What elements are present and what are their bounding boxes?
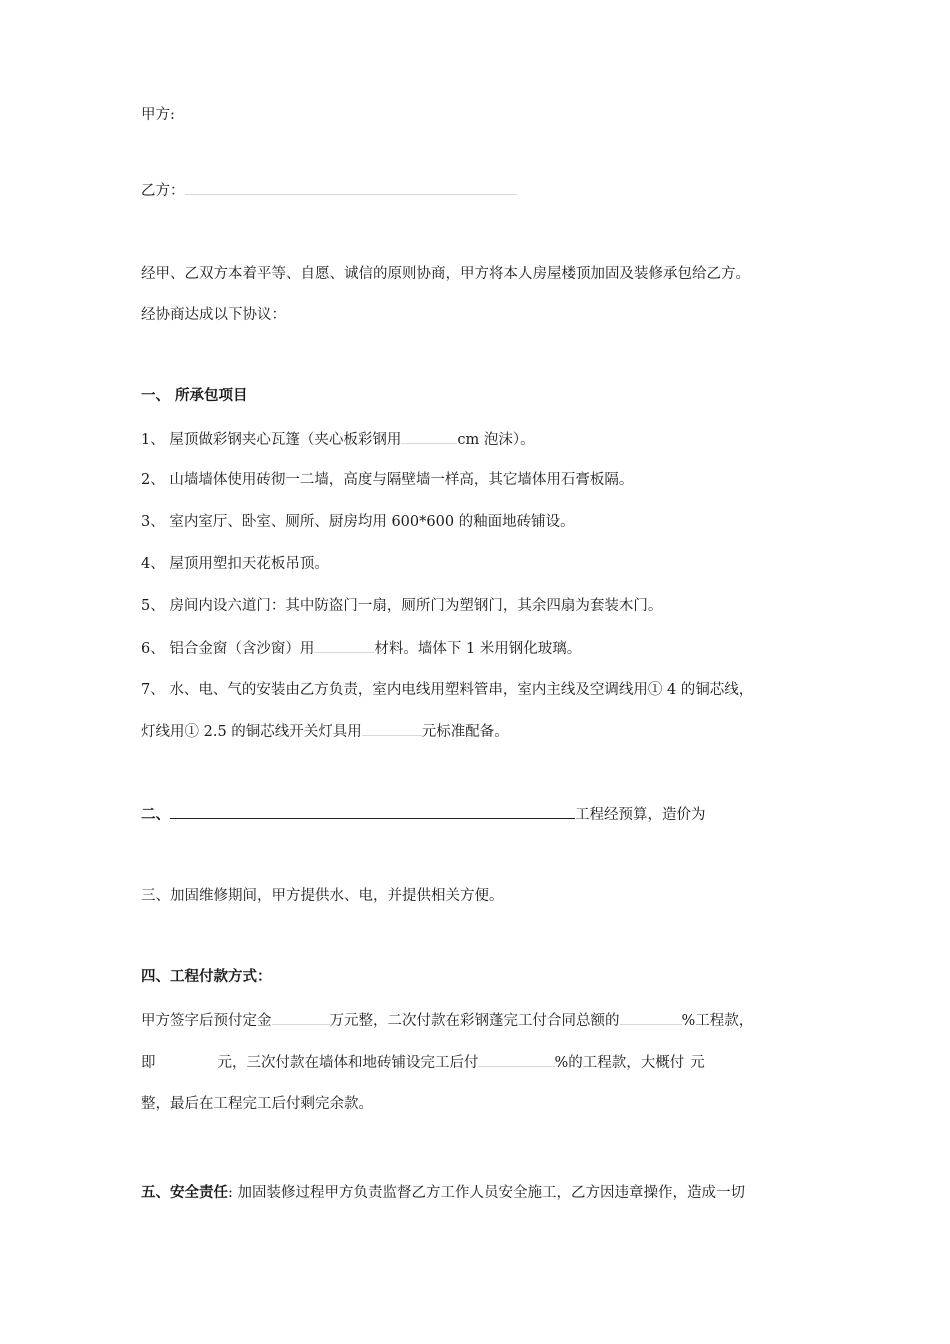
section5-text: : 加固装修过程甲方负责监督乙方工作人员安全施工，乙方因违章操作，造成一切 [228, 1185, 745, 1201]
section1-item-3: 3、 室内室厅、卧室、厕所、厨房均用 600*600 的釉面地砖铺设。 [141, 514, 575, 530]
fixture-price-blank [362, 721, 422, 736]
section4-line-1: 甲方签字后预付定金 万元整，二次付款在彩钢蓬完工付合同总额的 %工程款， [141, 1010, 753, 1031]
section4-line-2: 即 元，三次付款在墙体和地砖铺设完工后付 %的工程款，大概付 元 [141, 1052, 705, 1073]
deposit-blank [272, 1010, 330, 1025]
third-payment-percent-blank [479, 1052, 555, 1067]
party-b-blank [185, 180, 517, 195]
party-b-line [141, 180, 517, 201]
section1-heading: 一、 所承包项目 [141, 387, 248, 404]
section1-item-4: 4、 屋顶用塑扣天花板吊顶。 [141, 556, 329, 572]
party-b-label: 乙方： [141, 183, 185, 199]
intro-line-2: 经协商达成以下协议： [141, 307, 286, 323]
section4-heading: 四、工程付款方式： [141, 968, 272, 985]
section4-line-3: 整，最后在工程完工后付剩完余款。 [141, 1096, 373, 1112]
section2-line [141, 804, 706, 825]
section1-item-7-line-1: 7、 水、电、气的安装由乙方负责，室内电线用塑料管串，室内主线及空调线用① 4 的铜芯线， [141, 682, 754, 698]
window-material-blank [314, 638, 374, 653]
section1-item-6: 6、 铝合金窗（含沙窗）用 材料。墙体下 1 米用钢化玻璃。 [141, 638, 581, 659]
second-payment-percent-blank [620, 1010, 682, 1025]
section5-heading: 五、安全责任 [141, 1184, 228, 1201]
section3-line: 三、加固维修期间，甲方提供水、电，并提供相关方便。 [141, 888, 504, 904]
party-a-line [141, 105, 175, 125]
foam-thickness-blank [401, 429, 457, 444]
section1-item-2: 2、 山墙墙体使用砖彻一二墙，高度与隔壁墙一样高，其它墙体用石膏板隔。 [141, 472, 634, 488]
section1-item-1: 1、 屋顶做彩钢夹心瓦篷（夹心板彩钢用 cm 泡沫）。 [141, 429, 535, 450]
section1-item-7-line-2: 灯线用① 2.5 的铜芯线开关灯具用 元标准配备。 [141, 721, 509, 742]
section2-text: 工程经预算，造价为 [575, 807, 706, 823]
section1-item-5: 5、 房间内设六道门：其中防盗门一扇，厕所门为塑钢门，其余四扇为套装木门。 [141, 598, 663, 614]
party-a-label: 甲方: [141, 107, 175, 123]
project-name-blank [170, 804, 575, 819]
intro-line-1: 经甲、乙双方本着平等、自愿、诚信的原则协商，甲方将本人房屋楼顶加固及装修承包给乙方。 [141, 266, 750, 282]
section5-line [141, 1183, 745, 1203]
section2-heading: 二、 [141, 806, 170, 823]
